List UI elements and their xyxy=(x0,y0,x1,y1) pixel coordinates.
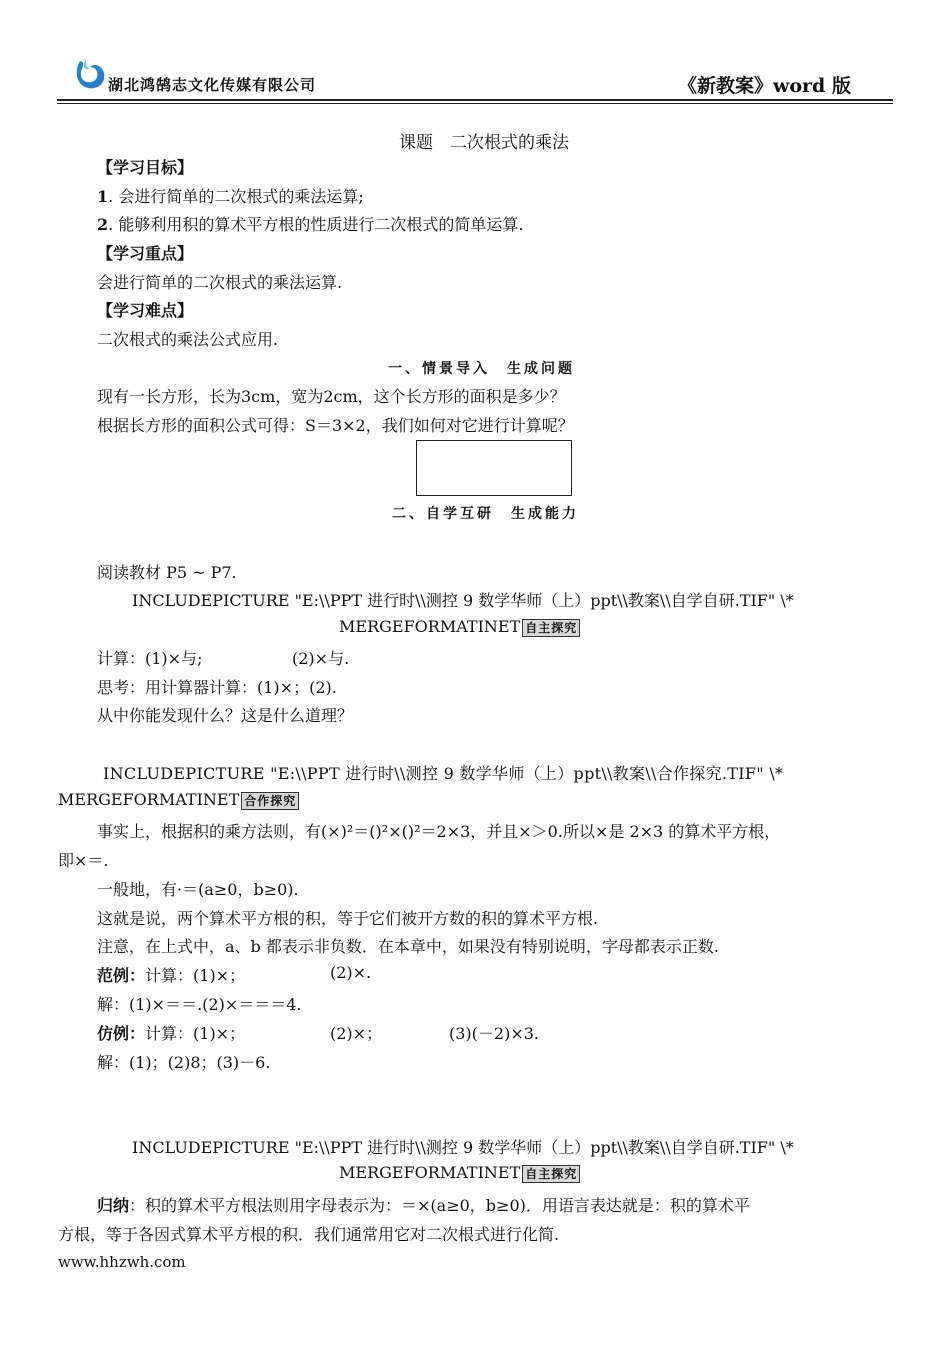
practice-label: 仿例： xyxy=(97,1024,146,1043)
scenario-line-2: 根据长方形的面积公式可得：S＝3×2，我们如何对它进行计算呢？ xyxy=(97,416,574,435)
example-label: 范例： xyxy=(97,966,146,985)
footer-url: www.hhzwh.com xyxy=(58,1253,186,1271)
practice-a: 计算：(1)×； xyxy=(145,1024,246,1043)
self-study-stamp: 自主探究 xyxy=(522,1165,580,1183)
cooperative-stamp: 合作探究 xyxy=(241,792,299,810)
example-a: 计算：(1)×； xyxy=(145,966,246,985)
include-field-merge xyxy=(339,1163,580,1183)
merge-format-text: MERGEFORMATINET xyxy=(339,617,521,636)
key-points-label: 【学习重点】 xyxy=(97,244,194,263)
fact-line-2: 即×＝. xyxy=(58,851,109,870)
header-divider xyxy=(57,99,893,101)
include-field-line: INCLUDEPICTURE "E:\\PPT 进行时\\测控 9 数学华师（上）ppt\\教案\\自学自研.TIF" \* xyxy=(132,1138,794,1157)
include-field-merge xyxy=(58,790,299,810)
objective-num: 2 xyxy=(97,215,109,234)
fact-line-1: 事实上，根据积的乘方法则，有(×)²＝()²×()²＝2×3，并且×＞0.所以×是 2×3 的算术平方根， xyxy=(97,822,781,841)
practice-solution: 解：(1)；(2)8；(3)－6. xyxy=(97,1053,271,1072)
example-solution: 解：(1)×＝＝.(2)×＝＝＝4. xyxy=(97,995,302,1014)
objective-item-1 xyxy=(97,184,364,207)
rule-meaning: 这就是说，两个算术平方根的积，等于它们被开方数的积的算术平方根. xyxy=(97,909,599,928)
objective-item-2 xyxy=(97,212,523,235)
edition-label: 《新教案》word 版 xyxy=(678,75,851,97)
include-field-line: INCLUDEPICTURE "E:\\PPT 进行时\\测控 9 数学华师（上）ppt\\教案\\自学自研.TIF" \* xyxy=(132,591,794,610)
difficulties-label: 【学习难点】 xyxy=(97,301,194,320)
objectives-label: 【学习目标】 xyxy=(97,158,194,177)
summary-label: 归纳 xyxy=(97,1196,130,1215)
merge-format-text: MERGEFORMATINET xyxy=(58,790,240,809)
company-logo xyxy=(72,55,110,93)
lesson-title: 课题 二次根式的乘法 xyxy=(399,133,569,153)
read-textbook: 阅读教材 P5 ~ P7. xyxy=(97,563,237,582)
section-2-title: 二、自学互研 生成能力 xyxy=(392,506,579,522)
rectangle-figure xyxy=(416,440,572,496)
include-field-merge xyxy=(339,617,580,637)
section-1-title: 一、情景导入 生成问题 xyxy=(388,361,575,377)
think-text: 思考：用计算器计算：(1)×；(2). xyxy=(97,678,337,697)
summary-text: ：积的算术平方根法则用字母表示为：＝×(a≥0，b≥0)．用语言表达就是：积的算术平 xyxy=(129,1196,750,1215)
general-rule: 一般地，有·＝(a≥0，b≥0). xyxy=(97,880,299,899)
header-divider-thin xyxy=(57,103,893,104)
difficulties-text: 二次根式的乘法公式应用. xyxy=(97,330,279,349)
discover-text: 从中你能发现什么？这是什么道理？ xyxy=(97,706,354,725)
summary-line-1 xyxy=(97,1193,750,1216)
company-name: 湖北鸿鹄志文化传媒有限公司 xyxy=(108,76,317,94)
calc-item-a: 计算：(1)×与; xyxy=(97,649,203,668)
calc-item-b: (2)×与. xyxy=(292,649,350,668)
include-field-line: INCLUDEPICTURE "E:\\PPT 进行时\\测控 9 数学华师（上）ppt\\教案\\合作探究.TIF" \* xyxy=(103,764,784,783)
self-study-stamp: 自主探究 xyxy=(522,619,580,637)
practice-line xyxy=(97,1021,245,1044)
practice-c: (3)(－2)×3. xyxy=(449,1024,540,1043)
scenario-line-1: 现有一长方形，长为3cm，宽为2cm，这个长方形的面积是多少？ xyxy=(97,387,566,406)
example-b: (2)×. xyxy=(330,963,372,982)
objective-text: . 会进行简单的二次根式的乘法运算; xyxy=(108,187,364,206)
key-points-text: 会进行简单的二次根式的乘法运算. xyxy=(97,273,343,292)
example-line xyxy=(97,963,245,986)
summary-line-2: 方根，等于各因式算术平方根的积．我们通常用它对二次根式进行化简. xyxy=(58,1225,560,1244)
practice-b: (2)×； xyxy=(330,1024,383,1043)
note-text: 注意，在上式中，a、b 都表示非负数．在本章中，如果没有特别说明，字母都表示正数. xyxy=(97,937,719,956)
objective-num: 1 xyxy=(97,187,109,206)
merge-format-text: MERGEFORMATINET xyxy=(339,1163,521,1182)
objective-text: . 能够利用积的算术平方根的性质进行二次根式的简单运算. xyxy=(108,215,524,234)
